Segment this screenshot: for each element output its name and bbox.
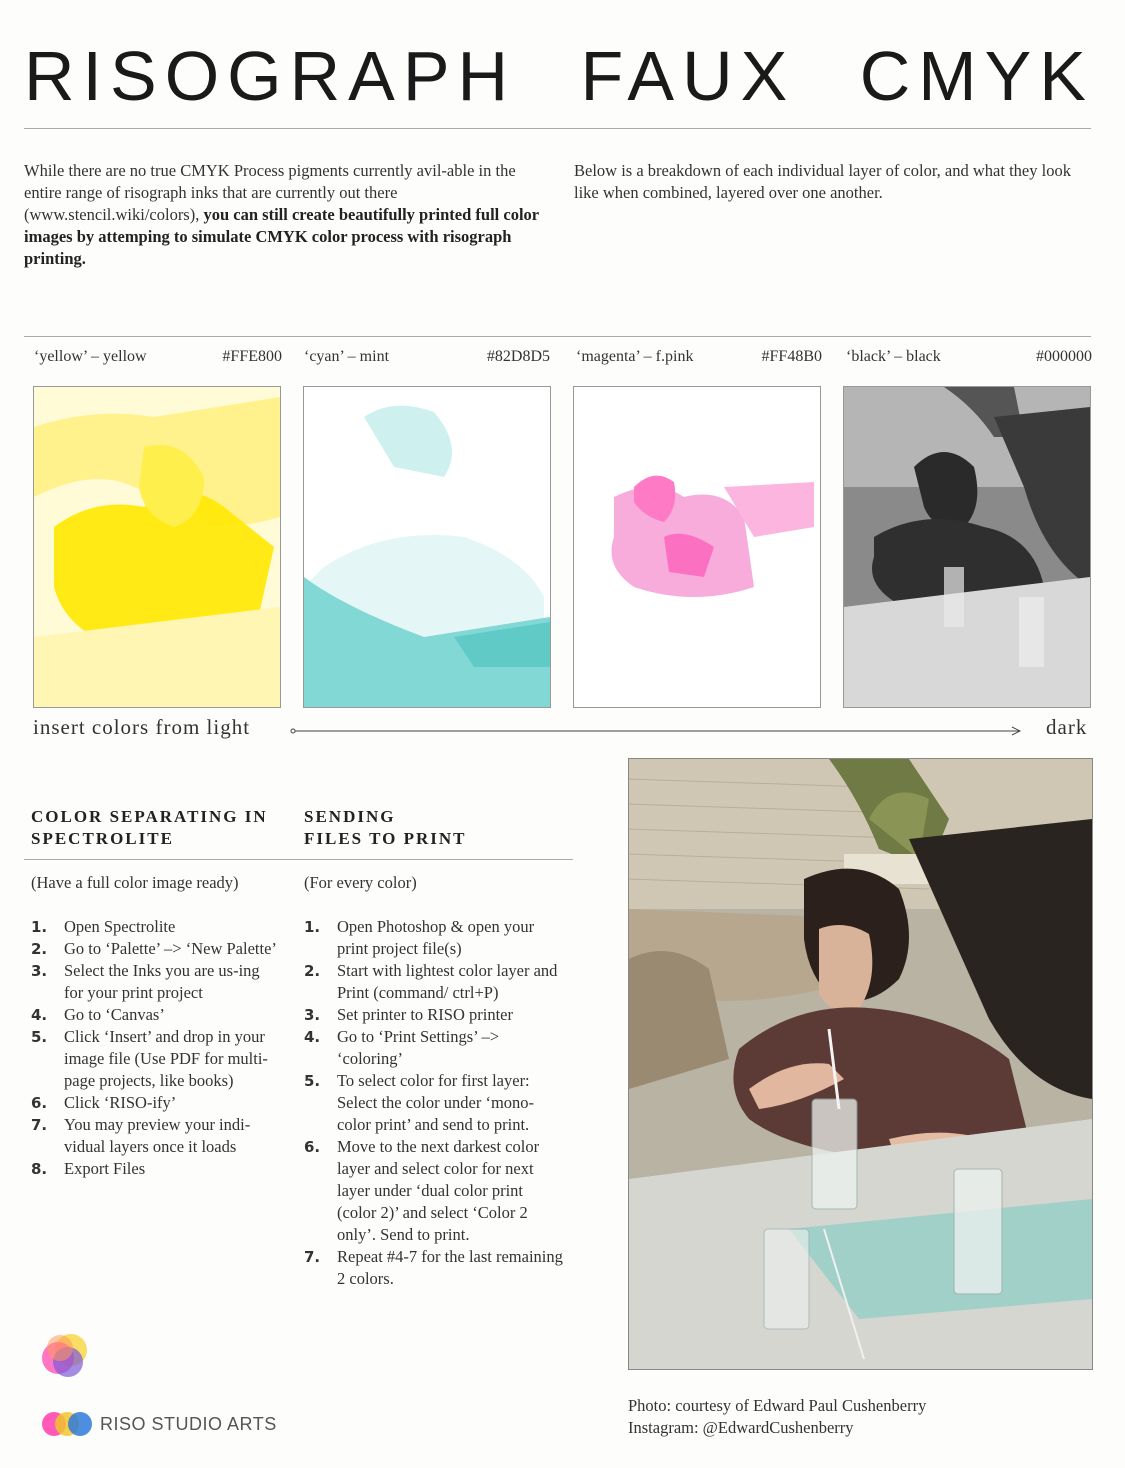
title-word-risograph: RISOGRAPH <box>24 37 517 115</box>
list-item <box>31 1026 281 1092</box>
layer-name: ‘yellow’ – yellow <box>34 348 147 365</box>
layer-label-cyan <box>304 348 550 372</box>
step-number: 3. <box>31 962 48 980</box>
layer-label-black <box>846 348 1092 372</box>
step-number: 2. <box>31 940 48 958</box>
credit-line2: Instagram: @EdwardCushenberry <box>628 1418 854 1437</box>
sending-steps <box>304 916 564 1290</box>
sending-heading-line2: FILES TO PRINT <box>304 829 467 848</box>
step-text: Export Files <box>64 1159 146 1178</box>
step-text: You may preview your indi-vidual layers once it loads <box>64 1115 251 1156</box>
spectrolite-heading <box>31 806 301 850</box>
layer-label-yellow <box>34 348 282 372</box>
step-number: 7. <box>304 1248 321 1266</box>
layer-hex: #82D8D5 <box>486 348 550 365</box>
step-text: Open Spectrolite <box>64 917 176 936</box>
layer-hex: #FFE800 <box>222 348 282 365</box>
cyan-layer-image <box>303 386 551 708</box>
step-text: Move to the next darkest color layer and select color for next layer under ‘dual color print (color 2)’ and select ‘Color 2 only’. Send to print. <box>337 1137 540 1244</box>
step-number: 7. <box>31 1116 48 1134</box>
list-item <box>304 960 564 1004</box>
step-number: 5. <box>31 1028 48 1046</box>
step-text: Open Photoshop & open your print project file(s) <box>337 917 535 958</box>
step-number: 4. <box>304 1028 321 1046</box>
intro-left-text: While there are no true CMYK Process pigments currently avil-able in the entire range of risograph inks that are currently out there (www.stencil.wiki/colors), <box>24 161 516 224</box>
brand-name: RISO STUDIO ARTS <box>100 1413 277 1434</box>
title-divider <box>24 128 1091 129</box>
step-text: Go to ‘Print Settings’ –> ‘coloring’ <box>337 1027 500 1068</box>
step-number: 1. <box>31 918 48 936</box>
layer-hex: #000000 <box>1036 348 1092 365</box>
list-item <box>304 1136 564 1246</box>
list-item <box>31 960 281 1004</box>
step-number: 2. <box>304 962 321 980</box>
intro-left <box>24 160 544 270</box>
spectrolite-heading-line2: SPECTROLITE <box>31 829 174 848</box>
sending-heading-line1: SENDING <box>304 807 396 826</box>
step-number: 1. <box>304 918 321 936</box>
step-number: 6. <box>31 1094 48 1112</box>
step-number: 6. <box>304 1138 321 1156</box>
yellow-layer-image <box>33 386 281 708</box>
step-text: Click ‘RISO-ify’ <box>64 1093 177 1112</box>
step-text: Set printer to RISO printer <box>337 1005 513 1024</box>
layer-hex: #FF48B0 <box>761 348 822 365</box>
light-to-dark-arrow <box>290 724 1025 738</box>
black-layer-image <box>843 386 1091 708</box>
brand-circles-icon <box>40 1410 96 1438</box>
step-number: 8. <box>31 1160 48 1178</box>
swatch-divider <box>24 336 1091 337</box>
step-text: Repeat #4-7 for the last remaining 2 colors. <box>337 1247 563 1288</box>
step-text: Select the Inks you are us-ing for your print project <box>64 961 260 1002</box>
list-item <box>31 1004 281 1026</box>
steps-divider <box>24 859 573 860</box>
list-item <box>304 1026 564 1070</box>
magenta-layer-image <box>573 386 821 708</box>
title-word-faux: FAUX <box>580 37 796 115</box>
riso-logo-mark <box>38 1328 94 1382</box>
step-text: To select color for first layer: Select the color under ‘mono-color print’ and send to print. <box>337 1071 535 1134</box>
title-word-cmyk: CMYK <box>859 37 1094 115</box>
layer-label-magenta <box>576 348 822 372</box>
spectrolite-steps <box>31 916 281 1180</box>
list-item <box>304 1246 564 1290</box>
layer-name: ‘magenta’ – f.pink <box>576 348 694 365</box>
sending-heading <box>304 806 564 850</box>
step-text: Click ‘Insert’ and drop in your image file (Use PDF for multi-page projects, like books) <box>64 1027 268 1090</box>
list-item <box>304 916 564 960</box>
photo-credit <box>628 1395 1088 1439</box>
step-text: Go to ‘Palette’ –> ‘New Palette’ <box>64 939 277 958</box>
sending-subtitle: (For every color) <box>304 873 417 892</box>
step-text: Start with lightest color layer and Print (command/ ctrl+P) <box>337 961 558 1002</box>
list-item <box>304 1004 564 1026</box>
spectrolite-heading-line1: COLOR SEPARATING IN <box>31 807 268 826</box>
list-item <box>31 1092 281 1114</box>
spectrolite-subtitle: (Have a full color image ready) <box>31 873 239 892</box>
list-item <box>31 938 281 960</box>
layer-name: ‘black’ – black <box>846 348 941 365</box>
list-item <box>31 916 281 938</box>
page-title <box>24 36 1094 116</box>
step-number: 5. <box>304 1072 321 1090</box>
intro-right: Below is a breakdown of each individual layer of color, and what they look like when combined, layered over one another. <box>574 161 1071 202</box>
layer-name: ‘cyan’ – mint <box>304 348 390 365</box>
list-item <box>304 1070 564 1136</box>
list-item <box>31 1158 281 1180</box>
brand-logo <box>40 1410 277 1438</box>
intro-left-bold: you can still create beautifully printed full color images by attemping to simulate CMYK color process with risograph printing. <box>24 205 539 268</box>
list-item <box>31 1114 281 1158</box>
step-number: 3. <box>304 1006 321 1024</box>
step-text: Go to ‘Canvas’ <box>64 1005 165 1024</box>
gradient-dark-label: dark <box>1046 715 1088 739</box>
gradient-light-label: insert colors from light <box>33 715 251 739</box>
combined-photo <box>628 758 1093 1370</box>
step-number: 4. <box>31 1006 48 1024</box>
credit-line1: Photo: courtesy of Edward Paul Cushenberry <box>628 1396 927 1415</box>
